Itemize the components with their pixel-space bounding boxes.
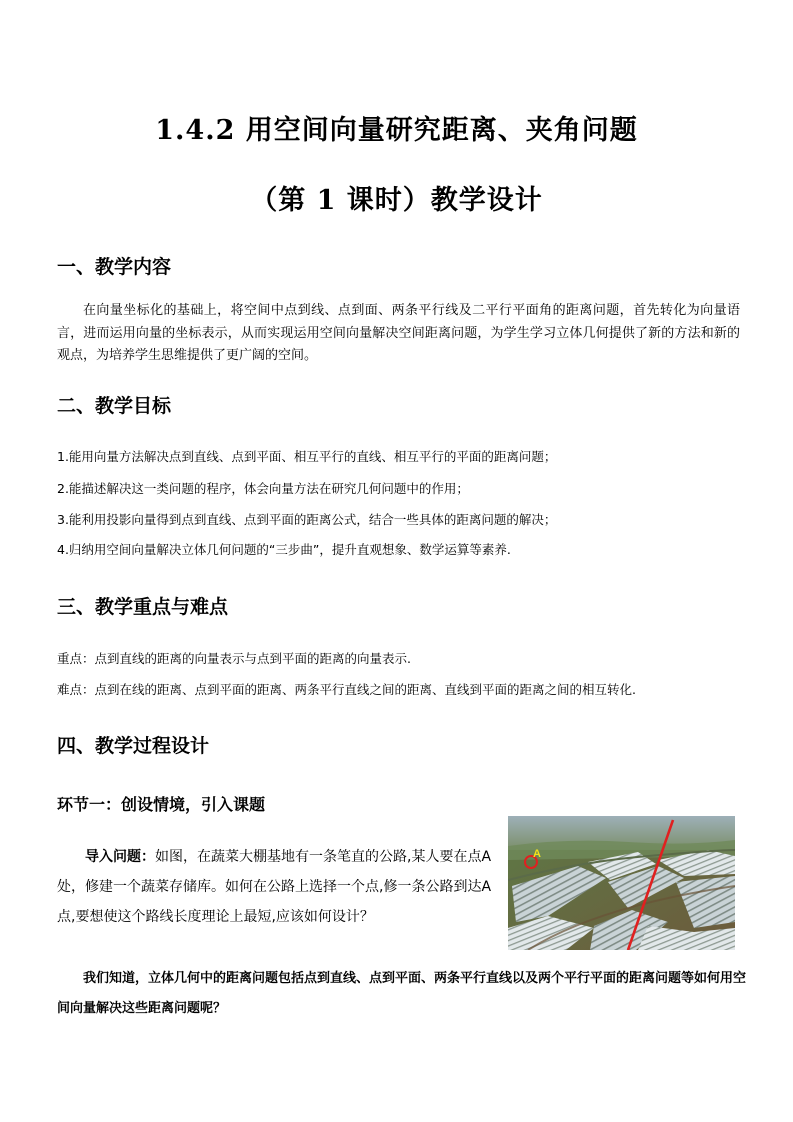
point-a-label: A	[533, 848, 541, 860]
goal-item-4: 4.归纳用空间向量解决立体几何问题的“三步曲”，提升直观想象、数学运算等素养.	[57, 542, 511, 557]
keypoint-focus: 重点：点到直线的距离的向量表示与点到平面的距离的向量表示.	[57, 651, 411, 666]
section-heading-process: 四、教学过程设计	[57, 735, 210, 757]
keypoint-difficulty: 难点：点到在线的距离、点到平面的距离、两条平行直线之间的距离、直线到平面的距离之间的相互转化.	[57, 682, 636, 697]
section-heading-keypoints: 三、教学重点与难点	[57, 596, 229, 618]
stage-1-heading: 环节一：创设情境，引入课题	[57, 795, 266, 814]
intro-question-label: 导入问题：	[85, 849, 155, 865]
goal-item-3: 3.能利用投影向量得到点到直线、点到平面的距离公式，结合一些具体的距离问题的解决；	[57, 512, 557, 527]
intro-question-paragraph	[57, 842, 497, 932]
goal-item-2: 2.能描述解决这一类问题的程序，体会向量方法在研究几何问题中的作用；	[57, 481, 469, 496]
section-heading-goals: 二、教学目标	[57, 395, 172, 417]
section-heading-content: 一、教学内容	[57, 256, 172, 278]
section-content-paragraph: 在向量坐标化的基础上，将空间中点到线、点到面、两条平行线及二平行平面角的距离问题，首先转化为向量语言，进而运用向量的坐标表示，从而实现运用空间向量解决空间距离问题，为学生学习立体几何提供了新的方法和新的观点，为培养学生思维提供了更广阔的空间。	[57, 303, 740, 363]
document-title-line-1: 1.4.2 用空间向量研究距离、夹角问题	[155, 115, 638, 146]
goal-item-1: 1.能用向量方法解决点到直线、点到平面、相互平行的直线、相互平行的平面的距离问题；	[57, 449, 557, 464]
closing-question-paragraph: 我们知道，立体几何中的距离问题包括点到直线、点到平面、两条平行直线以及两个平行平面的距离问题等如何用空间向量解决这些距离问题呢？	[57, 971, 747, 1016]
intro-question-text: 如图，在蔬菜大棚基地有一条笔直的公路,某人要在点A处，修建一个蔬菜存储库。如何在公路上选择一个点,修一条公路到达A点,要想使这个路线长度理论上最短,应该如何设计？	[57, 849, 492, 925]
greenhouse-aerial-photo	[508, 816, 735, 950]
document-title-line-2: （第 1 课时）教学设计	[250, 185, 543, 216]
